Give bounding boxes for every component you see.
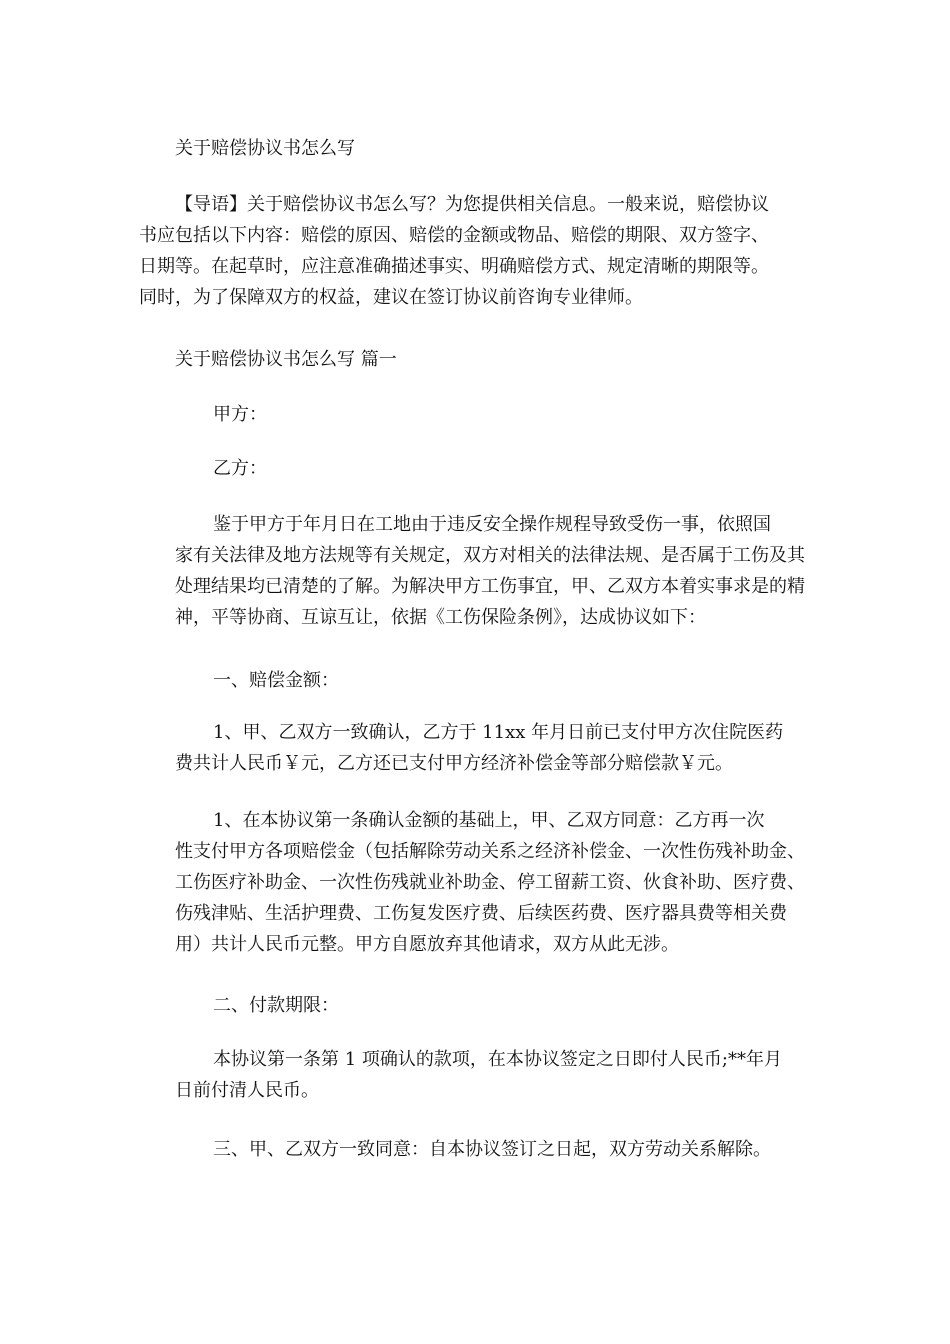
section-title: 关于赔偿协议书怎么写 篇一 <box>175 349 397 370</box>
intro-line: 书应包括以下内容：赔偿的原因、赔偿的金额或物品、赔偿的期限、双方签字、 <box>139 225 769 246</box>
intro-line: 日期等。在起草时，应注意准确描述事实、明确赔偿方式、规定清晰的期限等。 <box>139 256 769 277</box>
preamble-line: 家有关法律及地方法规等有关规定，双方对相关的法律法规、是否属于工伤及其 <box>175 545 805 566</box>
clause-line: 用）共计人民币元整。甲方自愿放弃其他请求，双方从此无涉。 <box>175 934 679 955</box>
clause-line: 性支付甲方各项赔偿金（包括解除劳动关系之经济补偿金、一次性伤残补助金、 <box>175 841 805 862</box>
clause-line: 伤残津贴、生活护理费、工伤复发医疗费、后续医药费、医疗器具费等相关费 <box>175 903 787 924</box>
clause-line: 1、甲、乙双方一致确认，乙方于 11xx 年月日前已支付甲方次住院医药 <box>213 722 784 743</box>
clause-line: 本协议第一条第 1 项确认的款项，在本协议签定之日即付人民币;**年月 <box>213 1049 782 1070</box>
clause-paid-amount <box>175 717 815 779</box>
preamble-line: 鉴于甲方于年月日在工地由于违反安全操作规程导致受伤一事，依照国 <box>213 514 771 535</box>
heading-payment-term: 二、付款期限： <box>213 995 339 1016</box>
intro-line: 同时，为了保障双方的权益，建议在签订协议前咨询专业律师。 <box>139 287 643 308</box>
intro-line: 【导语】关于赔偿协议书怎么写？为您提供相关信息。一般来说，赔偿协议 <box>175 194 769 215</box>
party-b-label: 乙方： <box>213 458 267 479</box>
clause-line: 费共计人民币￥元，乙方还已支付甲方经济补偿金等部分赔偿款￥元。 <box>175 753 733 774</box>
preamble-line: 处理结果均已清楚的了解。为解决甲方工伤事宜，甲、乙双方本着实事求是的精 <box>175 576 805 597</box>
preamble-line: 神，平等协商、互谅互让，依据《工伤保险条例》，达成协议如下： <box>175 607 706 628</box>
clause-line: 工伤医疗补助金、一次性伤残就业补助金、停工留薪工资、伙食补助、医疗费、 <box>175 872 805 893</box>
clause-lump-sum <box>175 805 815 960</box>
heading-compensation-amount: 一、赔偿金额： <box>213 670 339 691</box>
clause-line: 1、在本协议第一条确认金额的基础上，甲、乙双方同意：乙方再一次 <box>213 810 765 831</box>
clause-line: 日前付清人民币。 <box>175 1080 319 1101</box>
clause-payment-schedule <box>175 1044 815 1106</box>
document-title: 关于赔偿协议书怎么写 <box>175 138 355 159</box>
party-a-label: 甲方： <box>213 404 267 425</box>
preamble-paragraph <box>175 509 815 633</box>
clause-labor-relation: 三、甲、乙双方一致同意：自本协议签订之日起，双方劳动关系解除。 <box>213 1139 771 1160</box>
intro-paragraph <box>139 189 811 313</box>
